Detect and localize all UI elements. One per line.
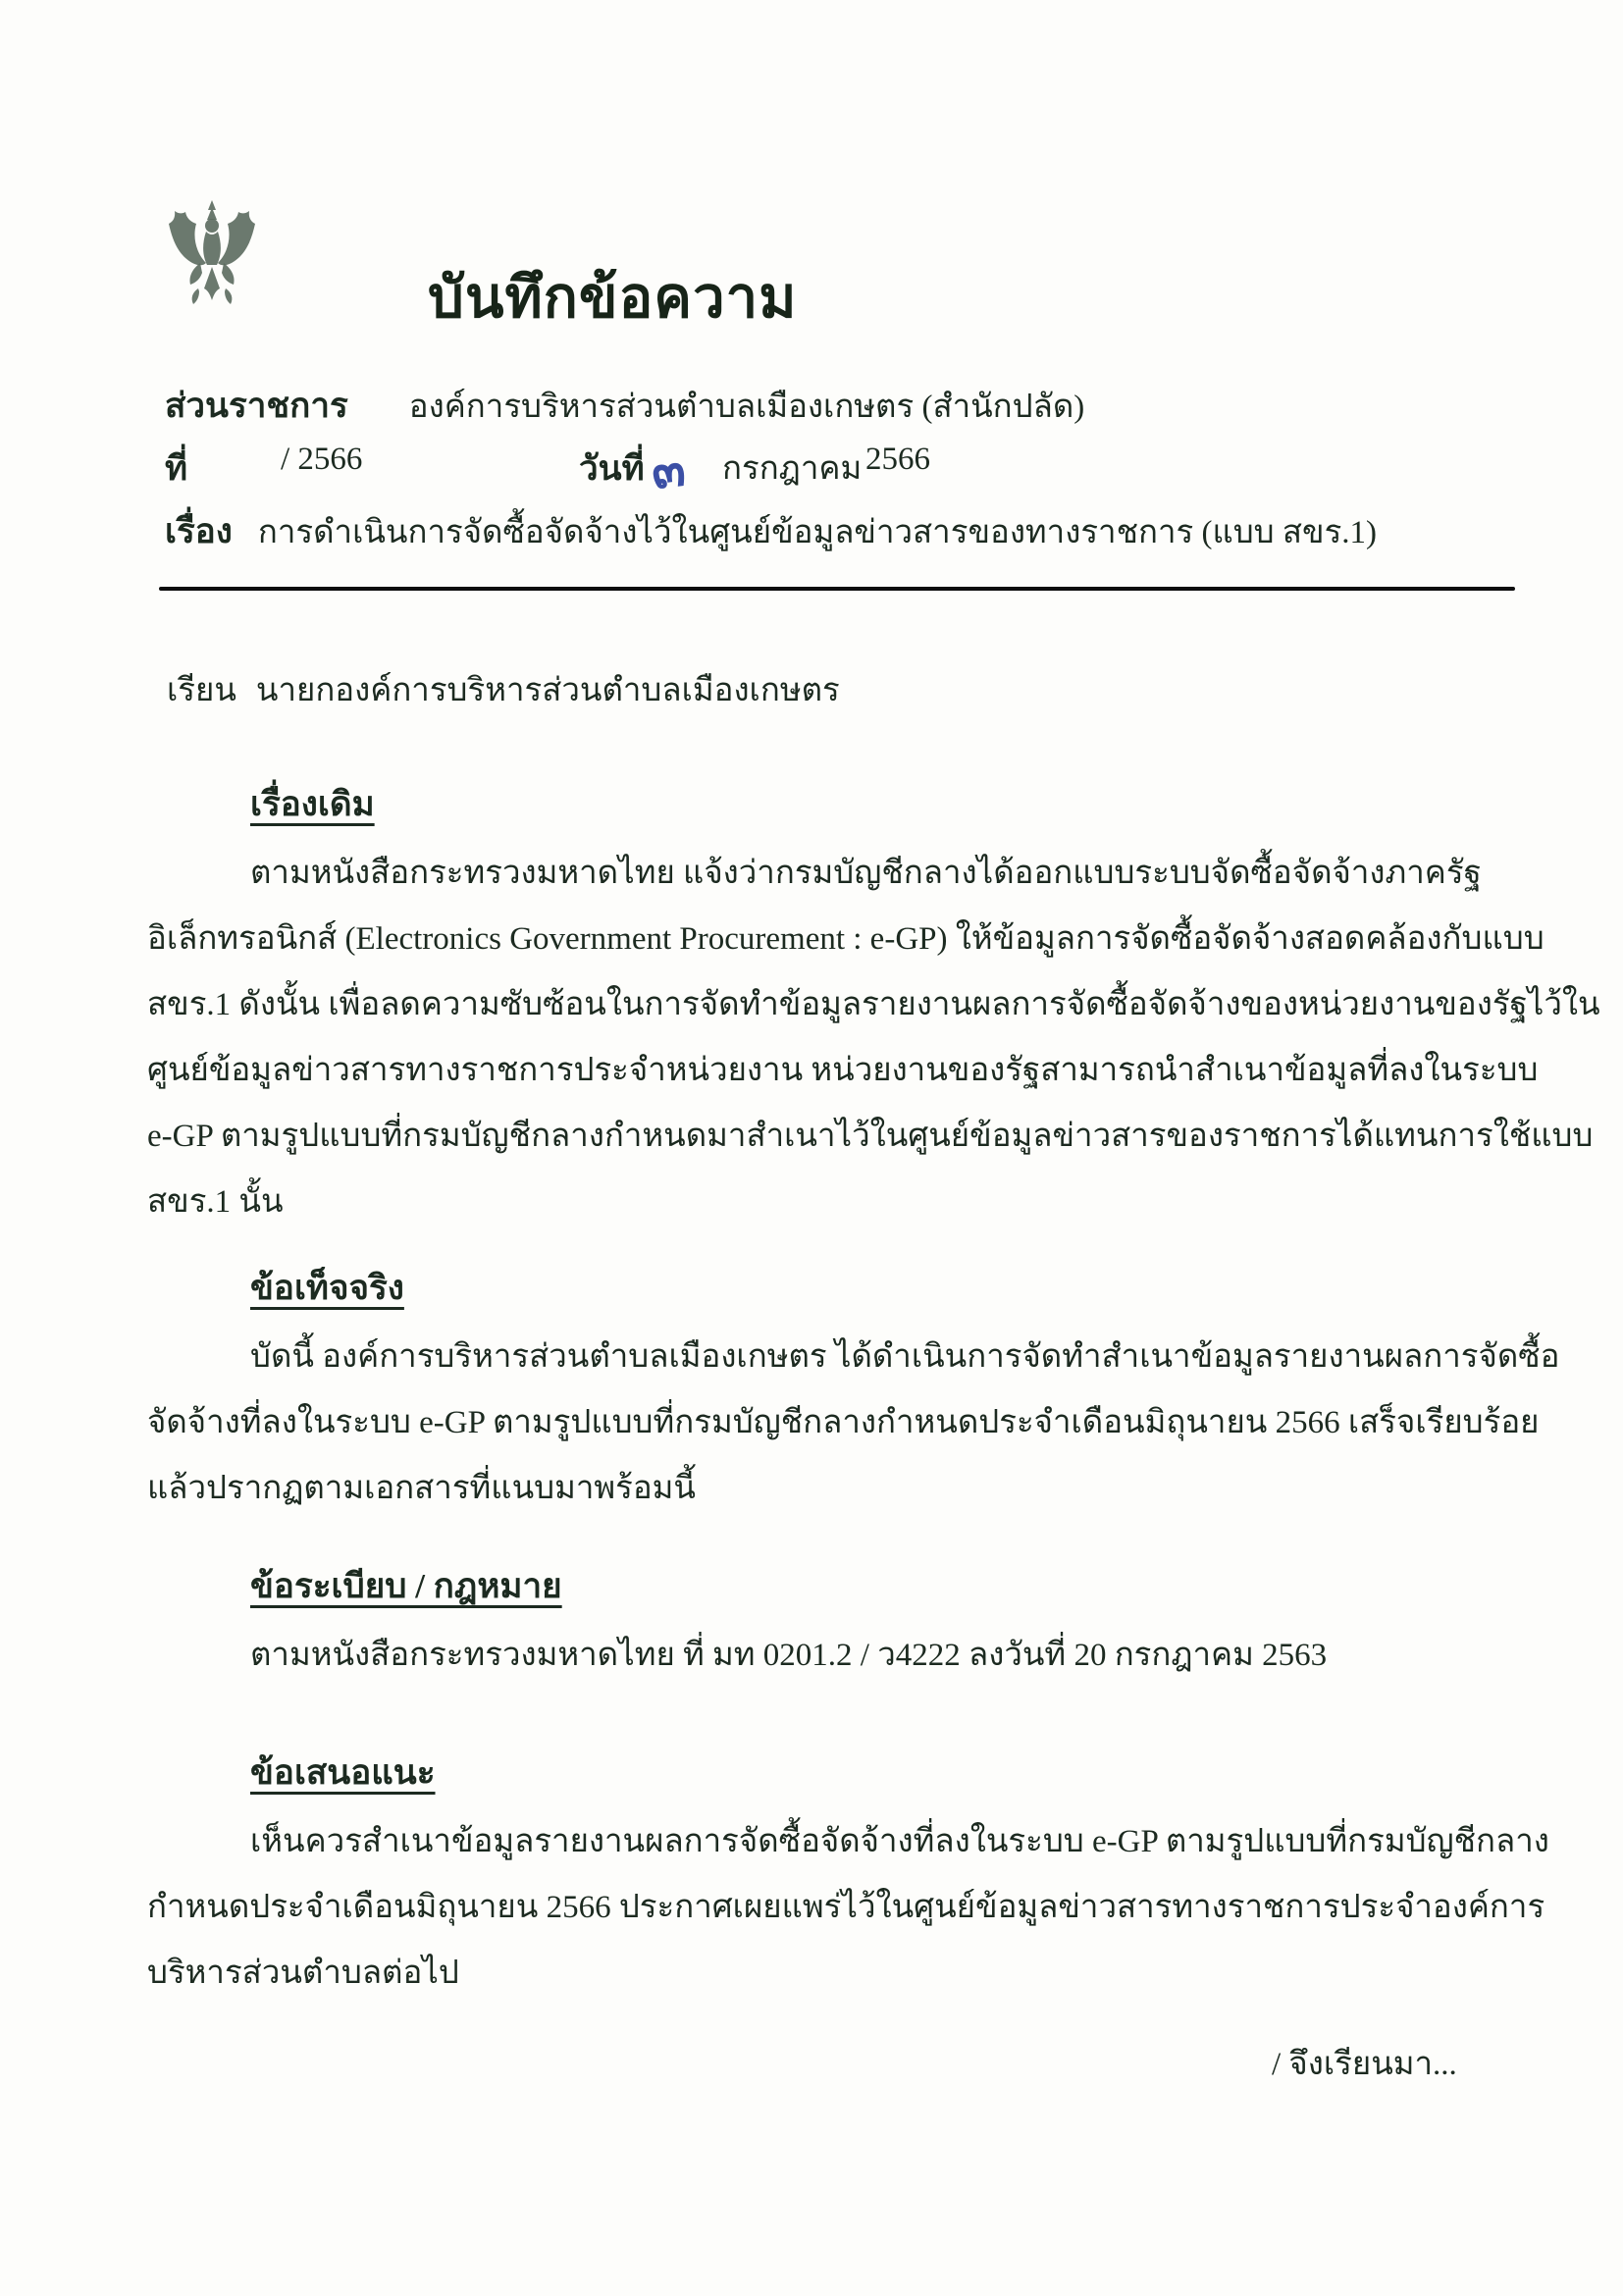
paragraph-line: กำหนดประจำเดือนมิถุนายน 2566 ประกาศเผยแพร่ไว้ในศูนย์ข้อมูลข่าวสารทางราชการประจำองค์การ (147, 1890, 1545, 1925)
paragraph-line: อิเล็กทรอนิกส์ (Electronics Government Procurement : e-GP) ให้ข้อมูลการจัดซื้อจัดจ้างสอดคล้องกับแบบ (147, 921, 1544, 957)
section-heading: ข้อระเบียบ / กฎหมาย (250, 1567, 562, 1605)
agency-value: องค์การบริหารส่วนตำบลเมืองเกษตร (สำนักปลัด) (408, 390, 1085, 425)
paragraph-line: สขร.1 นั้น (147, 1184, 284, 1220)
number-value: / 2566 (281, 442, 363, 477)
paragraph-line: สขร.1 ดังนั้น เพื่อลดความซับซ้อนในการจัดทำข้อมูลรายงานผลการจัดซื้อจัดจ้างของหน่วยงานของรัฐไว้ใน (147, 987, 1600, 1022)
section-heading: เรื่องเดิม (250, 785, 375, 823)
salutation-value: นายกองค์การบริหารส่วนตำบลเมืองเกษตร (255, 673, 840, 708)
date-month: กรกฎาคม (722, 451, 863, 487)
paragraph-line: จัดจ้างที่ลงในระบบ e-GP ตามรูปแบบที่กรมบัญชีกลางกำหนดประจำเดือนมิถุนายน 2566 เสร็จเรียบร้อย (147, 1405, 1540, 1440)
garuda-emblem-icon (163, 198, 261, 328)
agency-line (165, 379, 1084, 433)
section-regulations (147, 1562, 1541, 1689)
section-background (147, 780, 1600, 1235)
subject-line (165, 504, 1377, 558)
salutation-line (167, 663, 840, 715)
document-title: บันทึกข้อความ (428, 266, 798, 330)
number-label: ที่ (165, 449, 188, 488)
continuation-note: / จึงเรียนมา... (1272, 2047, 1457, 2082)
paragraph-line: บัดนี้ องค์การบริหารส่วนตำบลเมืองเกษตร ได้ดำเนินการจัดทำสำเนาข้อมูลรายงานผลการจัดซื้อ (250, 1339, 1560, 1375)
paragraph-line: เห็นควรสำเนาข้อมูลรายงานผลการจัดซื้อจัดจ้างที่ลงในระบบ e-GP ตามรูปแบบที่กรมบัญชีกลาง (250, 1824, 1549, 1859)
paragraph-line: ตามหนังสือกระทรวงมหาดไทย ที่ มท 0201.2 / ว4222 ลงวันที่ 20 กรกฎาคม 2563 (250, 1638, 1328, 1673)
paragraph-line: แล้วปรากฏตามเอกสารที่แนบมาพร้อมนี้ (147, 1471, 696, 1506)
section-heading: ข้อเสนอแนะ (250, 1753, 436, 1792)
handwritten-date-day: ๓ (648, 441, 689, 499)
paragraph-line: e-GP ตามรูปแบบที่กรมบัญชีกลางกำหนดมาสำเนาไว้ในศูนย์ข้อมูลข่าวสารของราชการได้แทนการใช้แบบ (147, 1119, 1594, 1154)
date-label: วันที่ (579, 449, 645, 488)
section-heading: ข้อเท็จจริง (250, 1269, 404, 1307)
header-divider-rule (159, 587, 1515, 591)
agency-label: ส่วนราชการ (165, 387, 348, 425)
paragraph-line: บริหารส่วนตำบลต่อไป (147, 1956, 459, 1991)
subject-label: เรื่อง (165, 512, 233, 550)
salutation-label: เรียน (167, 673, 236, 708)
section-recommendation (147, 1748, 1549, 2007)
number-date-line (165, 442, 1440, 506)
paragraph-line: ศูนย์ข้อมูลข่าวสารทางราชการประจำหน่วยงาน หน่วยงานของรัฐสามารถนำสำเนาข้อมูลที่ลงในระบบ (147, 1053, 1539, 1088)
date-year: 2566 (865, 442, 930, 477)
section-facts (147, 1264, 1560, 1522)
paragraph-line: ตามหนังสือกระทรวงมหาดไทย แจ้งว่ากรมบัญชีกลางได้ออกแบบระบบจัดซื้อจัดจ้างภาครัฐ (250, 856, 1482, 891)
subject-value: การดำเนินการจัดซื้อจัดจ้างไว้ในศูนย์ข้อมูลข่าวสารของทางราชการ (แบบ สขร.1) (257, 515, 1378, 550)
